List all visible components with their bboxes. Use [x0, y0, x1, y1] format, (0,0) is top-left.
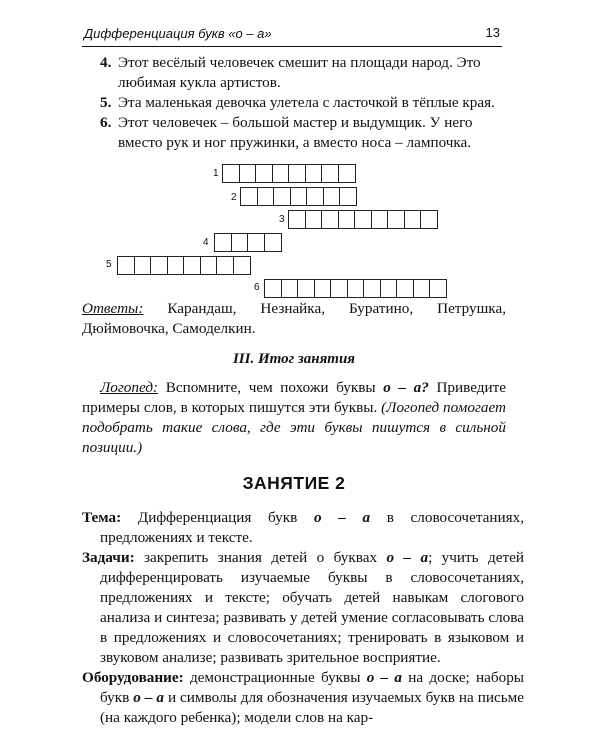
crossword-row-number: 6 — [254, 282, 260, 293]
crossword-cell[interactable] — [420, 210, 438, 229]
crossword-cell[interactable] — [323, 187, 341, 206]
riddle-number: 4. — [100, 54, 112, 71]
crossword-cell[interactable] — [264, 279, 282, 298]
section-heading: III. Итог занятия — [232, 351, 356, 367]
crossword-cell[interactable] — [247, 233, 265, 252]
crossword-cell[interactable] — [264, 233, 282, 252]
crossword-cell[interactable] — [371, 210, 389, 229]
answers-label: Ответы: — [82, 300, 144, 317]
crossword-row-number: 3 — [279, 214, 285, 225]
crossword-cell[interactable] — [396, 279, 414, 298]
answers-text: Карандаш, Незнайка, Буратино, Петрушка, Дюймовочка, Самоделкин. — [82, 300, 506, 337]
crossword-cell[interactable] — [314, 279, 332, 298]
crossword-row-number: 2 — [231, 192, 237, 203]
crossword-row-number: 1 — [213, 168, 219, 179]
crossword-cell[interactable] — [222, 164, 240, 183]
entry-text: на доске; наборы букв — [100, 669, 525, 706]
crossword-cell[interactable] — [338, 210, 356, 229]
riddle-number: 5. — [100, 94, 112, 111]
page-number: 13 — [485, 25, 500, 40]
crossword-cell[interactable] — [273, 187, 291, 206]
letters-highlight: о – а — [366, 669, 402, 686]
crossword-cell[interactable] — [288, 210, 306, 229]
crossword-cell[interactable] — [297, 279, 315, 298]
letters-highlight: о – а — [313, 509, 371, 526]
crossword-cell[interactable] — [354, 210, 372, 229]
crossword-cell[interactable] — [404, 210, 422, 229]
lesson-title: ЗАНЯТИЕ 2 — [242, 473, 346, 493]
crossword-row-number: 5 — [106, 259, 112, 270]
riddle-number: 6. — [100, 114, 112, 131]
speaker-label: Логопед: — [100, 379, 159, 396]
topic-label: Тема: — [82, 509, 122, 526]
crossword-cell[interactable] — [150, 256, 168, 275]
crossword-cell[interactable] — [339, 187, 357, 206]
crossword-cell[interactable] — [240, 187, 258, 206]
crossword-cell[interactable] — [305, 164, 323, 183]
entry-text: в словосочетаниях, предложениях и тексте. — [100, 509, 525, 546]
letters-highlight: о – а — [386, 549, 429, 566]
answers-paragraph — [82, 299, 506, 339]
paragraph-text: Вспомните, чем похожи буквы — [158, 379, 384, 396]
crossword-cell[interactable] — [231, 233, 249, 252]
crossword-cell[interactable] — [257, 187, 275, 206]
crossword-cell[interactable] — [281, 279, 299, 298]
running-title: Дифференциация букв «о – а» — [84, 26, 272, 41]
crossword-cell[interactable] — [306, 187, 324, 206]
riddle-item — [100, 113, 506, 153]
riddle-item — [100, 93, 506, 113]
entry-text: и символы для обозначения изучаемых букв на письме (на каждого ребенка); модели слов на кар- — [100, 689, 525, 726]
crossword-cell[interactable] — [288, 164, 306, 183]
crossword-cell[interactable] — [134, 256, 152, 275]
crossword-cell[interactable] — [183, 256, 201, 275]
crossword-cell[interactable] — [233, 256, 251, 275]
page-header — [82, 22, 502, 47]
crossword-cell[interactable] — [429, 279, 447, 298]
crossword-cell[interactable] — [239, 164, 257, 183]
crossword-cell[interactable] — [272, 164, 290, 183]
crossword-cell[interactable] — [347, 279, 365, 298]
crossword-cell[interactable] — [321, 164, 339, 183]
equipment-label: Оборудование: — [82, 669, 184, 686]
crossword-cell[interactable] — [387, 210, 405, 229]
riddle-list — [100, 53, 506, 153]
crossword-cell[interactable] — [255, 164, 273, 183]
entry-text: закрепить знания детей о буквах — [134, 549, 387, 566]
crossword-cell[interactable] — [117, 256, 135, 275]
crossword-cell[interactable] — [413, 279, 431, 298]
crossword-row-number: 4 — [203, 237, 209, 248]
teacher-note: (Логопед помогает подобрать такие слова, где эти буквы пишутся в сильной позиции.) — [82, 399, 506, 456]
crossword-cell[interactable] — [380, 279, 398, 298]
crossword-cell[interactable] — [216, 256, 234, 275]
crossword-cell[interactable] — [363, 279, 381, 298]
crossword-cell[interactable] — [290, 187, 308, 206]
crossword-cell[interactable] — [338, 164, 356, 183]
tasks-label: Задачи: — [82, 549, 135, 566]
entry-text: демонстрационные буквы — [183, 669, 367, 686]
letters-highlight: о – а? — [383, 379, 429, 396]
paragraph-text: Приведите примеры слов, в которых пишутся эти буквы. — [82, 379, 507, 416]
topic-entry — [82, 508, 524, 548]
crossword-cell[interactable] — [305, 210, 323, 229]
logoped-paragraph — [82, 378, 506, 458]
crossword-cell[interactable] — [214, 233, 232, 252]
equipment-entry — [82, 668, 524, 728]
entry-text: Дифференциация букв — [121, 509, 314, 526]
letters-highlight: о – а — [133, 689, 164, 706]
riddle-text: Эта маленькая девочка улетела с ласточкой в тёплые края. — [118, 94, 495, 111]
riddle-text: Этот весёлый человечек смешит на площади народ. Это любимая кукла артистов. — [118, 54, 481, 91]
crossword-cell[interactable] — [200, 256, 218, 275]
crossword-cell[interactable] — [167, 256, 185, 275]
tasks-entry — [82, 548, 524, 668]
entry-text: ; учить детей дифференцировать изучаемые буквы в словосочетаниях, предложениях и тексте; обучать детей навыкам слогового анализа и синтеза; развивать у детей умение согласовывать слова в предложениях и словосочетаниях; тренировать в языковом и звуковом анализе; развивать зрительное восприятие. — [100, 549, 524, 666]
crossword-cell[interactable] — [330, 279, 348, 298]
crossword-cell[interactable] — [321, 210, 339, 229]
riddle-item — [100, 53, 506, 93]
riddle-text: Этот человечек – большой мастер и выдумщик. У него вместо рук и ног пружинки, а вместо носа – лампочка. — [118, 114, 473, 151]
